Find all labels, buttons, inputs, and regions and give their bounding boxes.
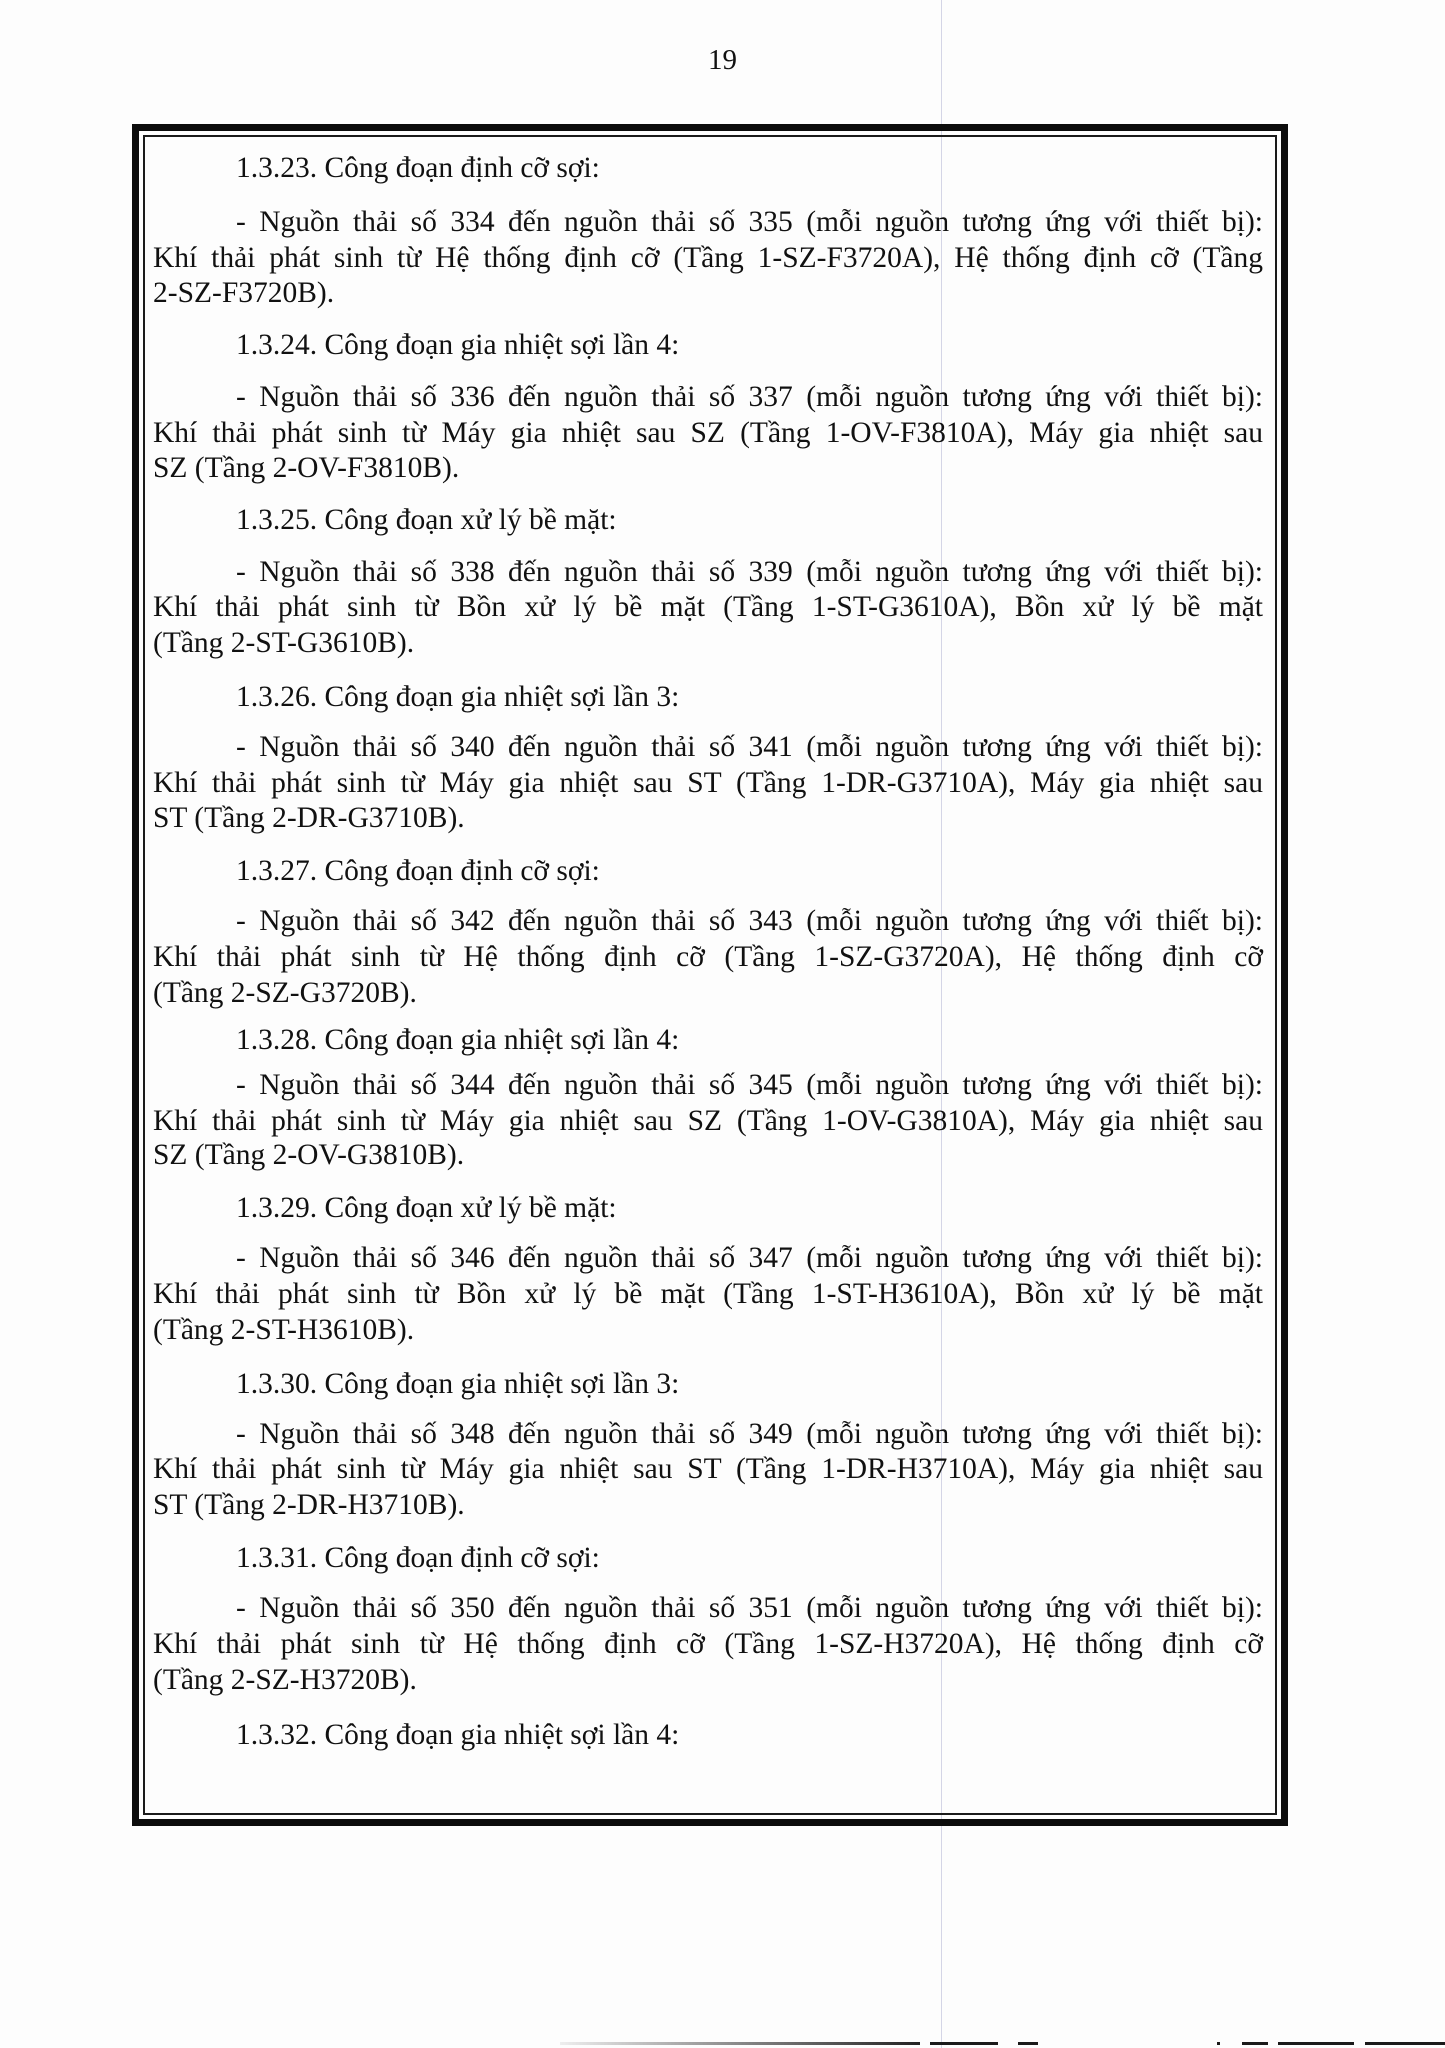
scan-dash (1217, 2042, 1220, 2045)
section-heading: 1.3.23. Công đoạn định cỡ sợi: (236, 152, 600, 184)
section-heading: 1.3.24. Công đoạn gia nhiệt sợi lần 4: (236, 329, 680, 361)
paragraph-line: Khí thải phát sinh từ Bồn xử lý bề mặt (Tầng 1-ST-H3610A), Bồn xử lý bề mặt (153, 1278, 1263, 1310)
scan-dash (930, 2042, 998, 2045)
paragraph-line: Khí thải phát sinh từ Bồn xử lý bề mặt (Tầng 1-ST-G3610A), Bồn xử lý bề mặt (153, 591, 1263, 623)
paragraph-line: - Nguồn thải số 348 đến nguồn thải số 349 (mỗi nguồn tương ứng với thiết bị): (236, 1418, 1263, 1450)
paragraph-line: Khí thải phát sinh từ Máy gia nhiệt sau SZ (Tầng 1-OV-G3810A), Máy gia nhiệt sau (153, 1105, 1263, 1137)
paragraph-line: - Nguồn thải số 344 đến nguồn thải số 345 (mỗi nguồn tương ứng với thiết bị): (236, 1069, 1263, 1101)
paragraph-line: ST (Tầng 2-DR-G3710B). (153, 802, 465, 834)
paragraph-line: Khí thải phát sinh từ Máy gia nhiệt sau SZ (Tầng 1-OV-F3810A), Máy gia nhiệt sau (153, 417, 1263, 449)
paragraph-line: - Nguồn thải số 346 đến nguồn thải số 347 (mỗi nguồn tương ứng với thiết bị): (236, 1242, 1263, 1274)
scan-dash (1242, 2042, 1268, 2045)
scan-dash (1278, 2042, 1354, 2045)
paragraph-line: - Nguồn thải số 342 đến nguồn thải số 343 (mỗi nguồn tương ứng với thiết bị): (236, 905, 1263, 937)
section-heading: 1.3.26. Công đoạn gia nhiệt sợi lần 3: (236, 681, 680, 713)
scan-edge-artifacts (0, 2038, 1445, 2048)
paragraph-line: - Nguồn thải số 338 đến nguồn thải số 339 (mỗi nguồn tương ứng với thiết bị): (236, 556, 1263, 588)
paragraph-line: (Tầng 2-SZ-H3720B). (153, 1664, 417, 1696)
section-heading: 1.3.27. Công đoạn định cỡ sợi: (236, 855, 600, 887)
scan-dash (1365, 2042, 1445, 2045)
paragraph-line: SZ (Tầng 2-OV-F3810B). (153, 452, 460, 484)
section-heading: 1.3.29. Công đoạn xử lý bề mặt: (236, 1192, 617, 1224)
paragraph-line: Khí thải phát sinh từ Hệ thống định cỡ (Tầng 1-SZ-F3720A), Hệ thống định cỡ (Tầng (153, 242, 1263, 274)
section-heading: 1.3.28. Công đoạn gia nhiệt sợi lần 4: (236, 1024, 680, 1056)
paragraph-line: Khí thải phát sinh từ Hệ thống định cỡ (Tầng 1-SZ-H3720A), Hệ thống định cỡ (153, 1628, 1263, 1660)
section-heading: 1.3.31. Công đoạn định cỡ sợi: (236, 1542, 600, 1574)
paragraph-line: - Nguồn thải số 336 đến nguồn thải số 337 (mỗi nguồn tương ứng với thiết bị): (236, 381, 1263, 413)
paragraph-line: ST (Tầng 2-DR-H3710B). (153, 1489, 465, 1521)
paragraph-line: 2-SZ-F3720B). (153, 277, 335, 309)
paragraph-line: (Tầng 2-ST-H3610B). (153, 1314, 415, 1346)
paragraph-line: Khí thải phát sinh từ Máy gia nhiệt sau ST (Tầng 1-DR-G3710A), Máy gia nhiệt sau (153, 767, 1263, 799)
paragraph-line: SZ (Tầng 2-OV-G3810B). (153, 1139, 465, 1171)
page-number: 19 (708, 44, 737, 76)
paragraph-line: (Tầng 2-SZ-G3720B). (153, 977, 417, 1009)
paragraph-line: - Nguồn thải số 340 đến nguồn thải số 341 (mỗi nguồn tương ứng với thiết bị): (236, 731, 1263, 763)
scan-dash (560, 2042, 920, 2045)
section-heading: 1.3.30. Công đoạn gia nhiệt sợi lần 3: (236, 1368, 680, 1400)
paragraph-line: Khí thải phát sinh từ Hệ thống định cỡ (Tầng 1-SZ-G3720A), Hệ thống định cỡ (153, 941, 1263, 973)
section-heading: 1.3.32. Công đoạn gia nhiệt sợi lần 4: (236, 1719, 680, 1751)
paragraph-line: - Nguồn thải số 334 đến nguồn thải số 335 (mỗi nguồn tương ứng với thiết bị): (236, 206, 1263, 238)
scan-dash (1018, 2042, 1038, 2045)
paragraph-line: (Tầng 2-ST-G3610B). (153, 627, 415, 659)
paragraph-line: - Nguồn thải số 350 đến nguồn thải số 351 (mỗi nguồn tương ứng với thiết bị): (236, 1592, 1263, 1624)
paragraph-line: Khí thải phát sinh từ Máy gia nhiệt sau ST (Tầng 1-DR-H3710A), Máy gia nhiệt sau (153, 1453, 1263, 1485)
section-heading: 1.3.25. Công đoạn xử lý bề mặt: (236, 504, 617, 536)
